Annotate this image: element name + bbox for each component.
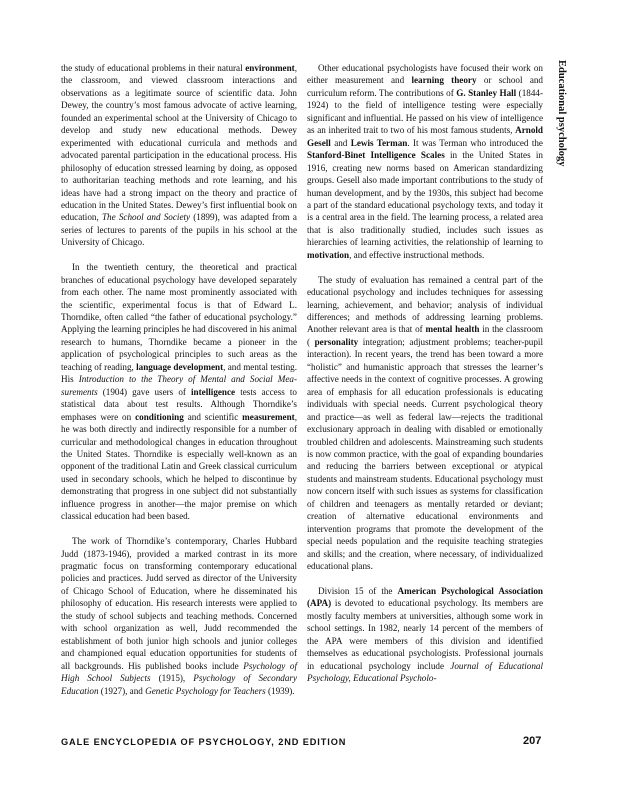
- book-title: Psychology of High School Subjects: [61, 660, 297, 684]
- book-title: Psychology of Secondary Education: [61, 673, 297, 696]
- journal-title: Journal of Educational Psychology, Educational Psycholo-: [307, 660, 543, 684]
- book-title: Genetic Psychology for Teachers: [145, 685, 266, 696]
- bold-term: measurement: [242, 411, 295, 422]
- bold-term: G. Stanley Hall: [456, 87, 517, 98]
- bold-term: conditioning: [135, 411, 184, 422]
- paragraph: The study of evaluation has remained a central part of the educational psychology and includes techniques for assessing learning, achievement, and behavior; analysis of individual differences; and methods of addressing learning problems. Another relevant area is that of mental health in the classroom ( personality integration; adjustment problems; teacher-pupil interaction). In recent years, the trend has been toward a more “holistic” and humanistic approach that stresses the learner’s affective needs in the context of cognitive processes. A growing area of emphasis for all education professionals is educating individuals with special needs. Current psychological theory and practice—as well as federal law—rejects the traditional exclusionary approach in dealing with disabled or emotionally troubled children and adolescents. Mainstreaming such students is now common practice, with the goal of expanding boundaries and reducing the barriers between exceptional or atypical students and mainstream students. Educational psychology must now concern itself with such issues as systems for classification of children and teenagers as mentally retarded or deviant; creation of alternative educational environments and intervention programs that promote the development of the special needs population and the requisite teaching strategies and skills; and the creation, where necessary, of individualized educational plans.: [307, 274, 543, 572]
- paragraph: Other educational psychologists have focused their work on either measurement and learning theory or school and curriculum reform. The contributions of G. Stanley Hall (1844-1924) to the field of intelligence testing were especially significant and influential. He passed on his view of intelligence as an inherited trait to two of his most famous students, Arnold Gesell and Lewis Terman. It was Terman who introduced the Stanford-Binet Intelligence Scales in the United States in 1916, creating new norms based on American standardizing groups. Gesell also made important contributions to the study of human development, and by the 1930s, this subject had become a part of the standard educational psychology texts, and today it is a central area in the field. The learning process, a related area that is also traditionally studied, includes such issues as hierarchies of learning activities, the relationship of learning to motivation, and effective instructional methods.: [307, 63, 544, 260]
- bold-term: motivation: [307, 249, 350, 260]
- running-head: [553, 60, 569, 260]
- bold-term: personality: [314, 336, 359, 347]
- paragraph: the study of educational problems in their natural environment, the classroom, and viewed classroom interactions and observations as a legitimate source of scientific data. John Dewey, the country’s most famous advocate of active learning, founded an experimental school at the University of Chicago to develop and study new educational methods. Dewey experimented with educational curricula and methods and advocated parental participation in the educational process. His philosophy of education stressed learning by doing, as opposed to authoritarian teaching methods and rote learning, and his ideas have had a strong impact on the theory and practice of education in the United States. Dewey’s first influential book on education, The School and Society (1899), was adapted from a series of lectures to parents of the pupils in his school at the University of Chicago.: [61, 63, 297, 248]
- page-number: 207: [523, 735, 542, 747]
- bold-term: Arnold Gesell: [307, 125, 543, 148]
- paragraph: In the twentieth century, the theoretical and practical branches of educational psychology have developed separately from each other. The name most prominently associated with the scientific, experimental focus is that of Edward L. Thorndike, often called “the father of educational psychology.” Applying the learning principles he had discovered in his animal research to humans, Thorndike became a pioneer in the application of psychological principles to such areas as the teaching of reading, language development, and mental testing. His Introduction to the Theory of Mental and Social Measurements (1904) gave users of intelligence tests access to statistical data about test results. Although Thorndike’s emphases were on conditioning and scientific measurement, he was both directly and indirectly responsible for a number of curricular and methodological changes in education throughout the United States. Thorndike is especially well-known as an opponent of the traditional Latin and Greek classical curriculum used in secondary schools, which he helped to discontinue by demonstrating that progress in one subject did not substantially influence progress in another—the major premise on which classical education had been based.: [61, 262, 297, 522]
- bold-term: American Psychological Association (APA): [307, 585, 544, 609]
- bold-term: environment: [245, 63, 295, 73]
- paragraph: The work of Thorndike’s contemporary, Charles Hubbard Judd (1873-1946), provided a marked contrast in its more pragmatic focus on transforming contemporary educational policies and practices. Judd served as director of the University of Chicago School of Education, where he disseminated his philosophy of education. His research interests were applied to the study of school subjects and teaching methods. Concerned with school organization as well, Judd recommended the establishment of both junior high schools and junior colleges and championed equal education opportunities for students of all backgrounds. His published books include Psychology of High School Subjects (1915), Psychology of Secondary Education (1927), and Genetic Psychology for Teachers (1939).: [61, 536, 297, 696]
- footer-title: GALE ENCYCLOPEDIA OF PSYCHOLOGY, 2ND EDITION: [61, 737, 347, 747]
- bold-term: Lewis Terman: [350, 137, 408, 148]
- bold-term: intelligence: [191, 386, 236, 397]
- left-column: [61, 62, 297, 697]
- bold-term: language development: [136, 361, 224, 372]
- book-title: The School and Society: [101, 212, 191, 223]
- section-title: Educational psychology: [556, 60, 567, 167]
- bold-term: Stanford-Binet Intelligence Scales: [307, 150, 445, 161]
- right-column: [307, 62, 543, 685]
- bold-term: learning theory: [411, 75, 477, 86]
- paragraph: Division 15 of the American Psychological Association (APA) is devoted to educational psychology. Its members are mostly faculty members at universities, although some work in school settings. In 1982, nearly 14 percent of the members of the APA were members of this division and identified themselves as educational psychologists. Professional journals in educational psychology include Journal of Educational Psychology, Educational Psycholo-: [307, 585, 544, 684]
- bold-term: mental health: [425, 324, 480, 335]
- book-title: Introduction to the Theory of Mental and Social Measurements: [61, 374, 297, 397]
